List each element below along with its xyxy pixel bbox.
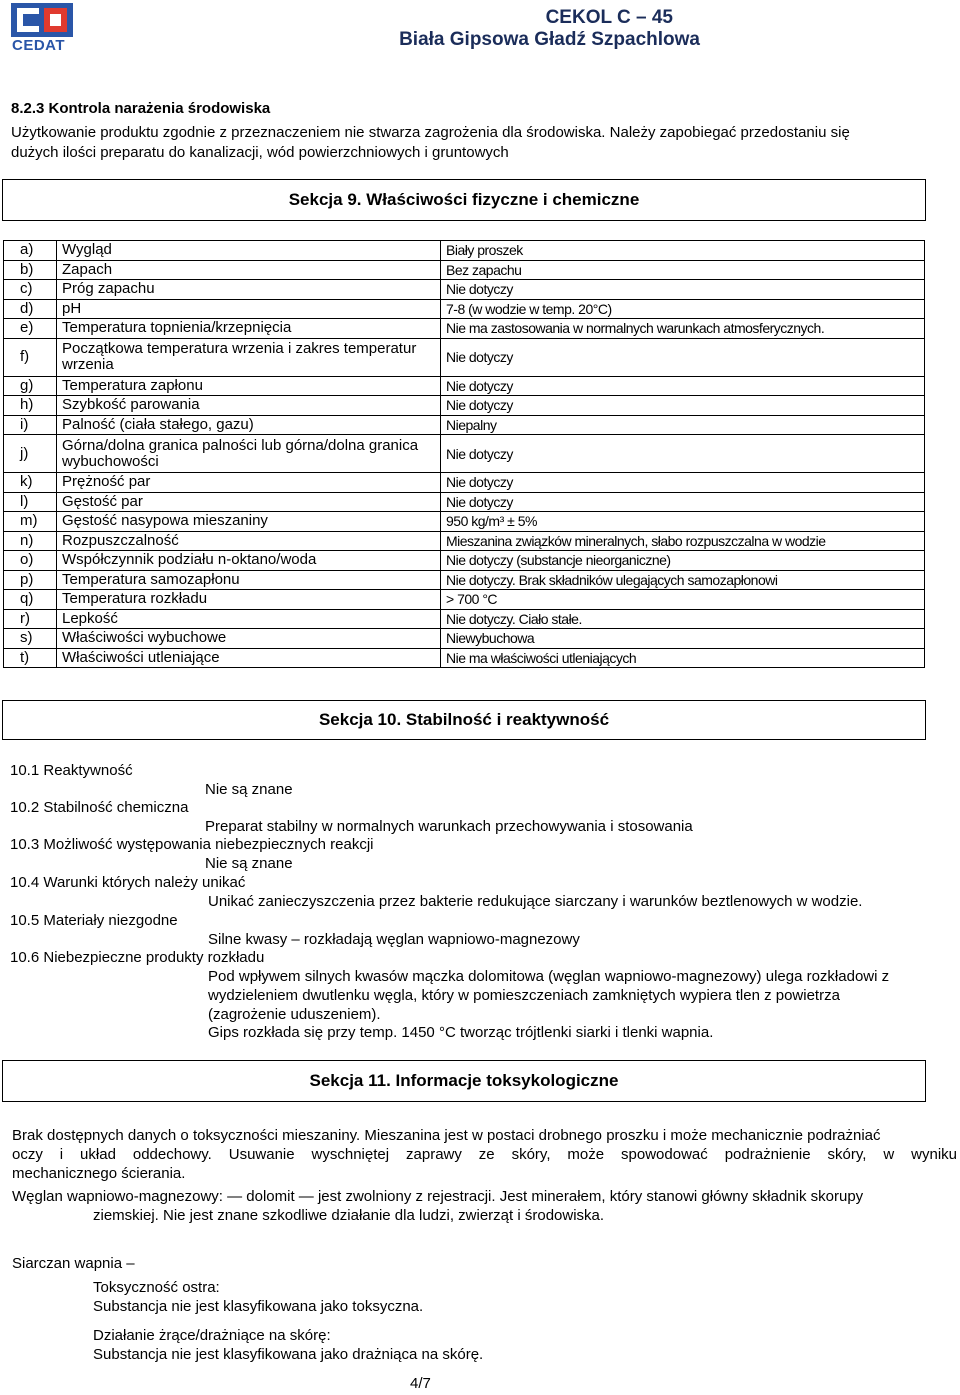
property-name: Właściwości wybuchowe bbox=[57, 629, 441, 649]
property-value: Nie dotyczy bbox=[441, 280, 925, 300]
property-name: Prężność par bbox=[57, 473, 441, 493]
sec10-h2: 10.2 Stabilność chemiczna bbox=[10, 799, 189, 816]
property-name: Górna/dolna granica palności lub górna/dolna granica wybuchowości bbox=[57, 435, 441, 473]
row-letter: e) bbox=[4, 319, 57, 339]
row-letter: p) bbox=[4, 570, 57, 590]
row-letter: i) bbox=[4, 415, 57, 435]
property-name: Temperatura samozapłonu bbox=[57, 570, 441, 590]
row-letter: h) bbox=[4, 396, 57, 416]
table-row bbox=[4, 512, 925, 532]
property-value: Nie dotyczy bbox=[441, 396, 925, 416]
section-9-header bbox=[2, 179, 926, 221]
section-10-header bbox=[2, 700, 926, 740]
sec11-p4a: Toksyczność ostra: bbox=[93, 1279, 220, 1296]
table-row bbox=[4, 551, 925, 571]
row-letter: o) bbox=[4, 551, 57, 571]
table-row bbox=[4, 396, 925, 416]
sec10-h5: 10.5 Materiały niezgodne bbox=[10, 912, 178, 929]
sec11-p4b: Substancja nie jest klasyfikowana jako toksyczna. bbox=[93, 1298, 424, 1315]
table-row bbox=[4, 492, 925, 512]
section-11-title: Sekcja 11. Informacje toksykologiczne bbox=[309, 1071, 619, 1090]
row-letter: s) bbox=[4, 629, 57, 649]
row-letter: b) bbox=[4, 260, 57, 280]
row-letter: t) bbox=[4, 648, 57, 668]
property-name: Temperatura zapłonu bbox=[57, 376, 441, 396]
table-row bbox=[4, 629, 925, 649]
row-letter: r) bbox=[4, 609, 57, 629]
property-value: Nie dotyczy bbox=[441, 492, 925, 512]
property-name: Początkowa temperatura wrzenia i zakres temperatur wrzenia bbox=[57, 338, 441, 376]
property-name: Gęstość nasypowa mieszaniny bbox=[57, 512, 441, 532]
property-value: Nie dotyczy bbox=[441, 338, 925, 376]
property-name: Szybkość parowania bbox=[57, 396, 441, 416]
table-row bbox=[4, 609, 925, 629]
logo-text: CEDAT bbox=[12, 37, 66, 54]
sec10-v1: Nie są znane bbox=[205, 781, 293, 798]
row-letter: m) bbox=[4, 512, 57, 532]
property-value: Nie dotyczy bbox=[441, 435, 925, 473]
property-name: Próg zapachu bbox=[57, 280, 441, 300]
property-name: Temperatura rozkładu bbox=[57, 590, 441, 610]
property-value: Nie dotyczy. Ciało stałe. bbox=[441, 609, 925, 629]
table-row bbox=[4, 531, 925, 551]
property-name: Wygląd bbox=[57, 241, 441, 261]
sec10-v2: Preparat stabilny w normalnych warunkach przechowywania i stosowania bbox=[205, 818, 693, 835]
property-value: Biały proszek bbox=[441, 241, 925, 261]
section-11-header bbox=[2, 1060, 926, 1102]
sec10-h6: 10.6 Niebezpieczne produkty rozkładu bbox=[10, 949, 265, 966]
sec10-v3: Nie są znane bbox=[205, 855, 293, 872]
row-letter: d) bbox=[4, 299, 57, 319]
row-letter: g) bbox=[4, 376, 57, 396]
row-letter: j) bbox=[4, 435, 57, 473]
property-value: 950 kg/m³ ± 5% bbox=[441, 512, 925, 532]
property-value: Mieszanina związków mineralnych, słabo rozpuszczalna w wodzie bbox=[441, 531, 925, 551]
property-value: 7-8 (w wodzie w temp. 20°C) bbox=[441, 299, 925, 319]
table-row bbox=[4, 415, 925, 435]
sec11-p3: Siarczan wapnia – bbox=[12, 1255, 135, 1272]
table-row bbox=[4, 376, 925, 396]
table-row bbox=[4, 338, 925, 376]
property-value: > 700 °C bbox=[441, 590, 925, 610]
sec8-heading: 8.2.3 Kontrola narażenia środowiska bbox=[11, 100, 271, 117]
page-number: 4/7 bbox=[410, 1375, 431, 1392]
row-letter: c) bbox=[4, 280, 57, 300]
row-letter: f) bbox=[4, 338, 57, 376]
property-value: Nie dotyczy. Brak składników ulegających samozapłonowi bbox=[441, 570, 925, 590]
property-value: Nie dotyczy (substancje nieorganiczne) bbox=[441, 551, 925, 571]
cedat-logo-mark bbox=[11, 3, 73, 37]
property-name: Zapach bbox=[57, 260, 441, 280]
table-row bbox=[4, 648, 925, 668]
property-name: Właściwości utleniające bbox=[57, 648, 441, 668]
sec10-v4: Unikać zanieczyszczenia przez bakterie redukujące siarczany i warunków beztlenowych w wodzie. bbox=[208, 893, 863, 910]
property-value: Nie dotyczy bbox=[441, 376, 925, 396]
property-value: Nie ma zastosowania w normalnych warunkach atmosferycznych. bbox=[441, 319, 925, 339]
sec10-h1: 10.1 Reaktywność bbox=[10, 762, 133, 779]
property-value: Nie ma właściwości utleniających bbox=[441, 648, 925, 668]
table-row bbox=[4, 299, 925, 319]
sec8-line1: Użytkowanie produktu zgodnie z przeznaczeniem nie stwarza zagrożenia dla środowiska. Należy zapobiegać przedostaniu się bbox=[11, 124, 850, 141]
sec10-v6b: wydzieleniem dwutlenku węgla, który w pomieszczeniach zamkniętych wypiera tlen z powietrza bbox=[208, 987, 840, 1004]
sec10-v5: Silne kwasy – rozkładają węglan wapniowo-magnezowy bbox=[208, 931, 580, 948]
property-value: Niepalny bbox=[441, 415, 925, 435]
section-9-title: Sekcja 9. Właściwości fizyczne i chemiczne bbox=[288, 190, 640, 209]
property-name: Temperatura topnienia/krzepnięcia bbox=[57, 319, 441, 339]
property-name: Rozpuszczalność bbox=[57, 531, 441, 551]
document-subtitle: Biała Gipsowa Gładź Szpachlowa bbox=[399, 29, 700, 50]
sec11-p2b: ziemskiej. Nie jest znane szkodliwe działanie dla ludzi, zwierząt i środowiska. bbox=[93, 1207, 605, 1224]
sec10-h3: 10.3 Możliwość występowania niebezpiecznych reakcji bbox=[10, 836, 374, 853]
row-letter: a) bbox=[4, 241, 57, 261]
property-name: Współczynnik podziału n-oktano/woda bbox=[57, 551, 441, 571]
sec10-v6c: (zagrożenie uduszeniem). bbox=[208, 1006, 381, 1023]
row-letter: q) bbox=[4, 590, 57, 610]
row-letter: n) bbox=[4, 531, 57, 551]
property-value: Niewybuchowa bbox=[441, 629, 925, 649]
property-value: Bez zapachu bbox=[441, 260, 925, 280]
table-row bbox=[4, 570, 925, 590]
property-value: Nie dotyczy bbox=[441, 473, 925, 493]
table-row bbox=[4, 280, 925, 300]
property-name: Gęstość par bbox=[57, 492, 441, 512]
sec10-v6a: Pod wpływem silnych kwasów mączka dolomitowa (węglan wapniowo-magnezowy) ulega rozkładowi z bbox=[208, 968, 890, 985]
sec11-p1b: oczy i układ oddechowy. Usuwanie wyschniętej zaprawy ze skóry, może spowodować podrażnienie skóry, w wyniku bbox=[12, 1146, 957, 1163]
table-row bbox=[4, 241, 925, 261]
properties-table bbox=[3, 240, 925, 668]
table-row bbox=[4, 473, 925, 493]
sec10-v6d: Gips rozkłada się przy temp. 1450 °C tworząc trójtlenki siarki i tlenki wapnia. bbox=[208, 1024, 714, 1041]
sec10-h4: 10.4 Warunki których należy unikać bbox=[10, 874, 246, 891]
sec11-p2a: Węglan wapniowo-magnezowy: — dolomit — jest zwolniony z rejestracji. Jest minerałem, który stanowi główny składnik skorupy bbox=[12, 1188, 864, 1205]
table-row bbox=[4, 260, 925, 280]
row-letter: k) bbox=[4, 473, 57, 493]
sec11-p1c: mechanicznego ścierania. bbox=[12, 1165, 186, 1182]
property-name: pH bbox=[57, 299, 441, 319]
row-letter: l) bbox=[4, 492, 57, 512]
property-name: Palność (ciała stałego, gazu) bbox=[57, 415, 441, 435]
sec11-p5a: Działanie żrące/drażniące na skórę: bbox=[93, 1327, 331, 1344]
table-row bbox=[4, 319, 925, 339]
sec8-line2: dużych ilości preparatu do kanalizacji, wód powierzchniowych i gruntowych bbox=[11, 144, 509, 161]
property-name: Lepkość bbox=[57, 609, 441, 629]
sec11-p5b: Substancja nie jest klasyfikowana jako drażniąca na skórę. bbox=[93, 1346, 484, 1363]
table-row bbox=[4, 590, 925, 610]
document-title: CEKOL C – 45 bbox=[545, 7, 673, 28]
section-10-title: Sekcja 10. Stabilność i reaktywność bbox=[318, 710, 610, 729]
cedat-logo bbox=[11, 3, 75, 53]
table-row bbox=[4, 435, 925, 473]
sec11-p1a: Brak dostępnych danych o toksyczności mieszaniny. Mieszanina jest w postaci drobnego proszku i może mechanicznie podrażniać bbox=[12, 1127, 881, 1144]
